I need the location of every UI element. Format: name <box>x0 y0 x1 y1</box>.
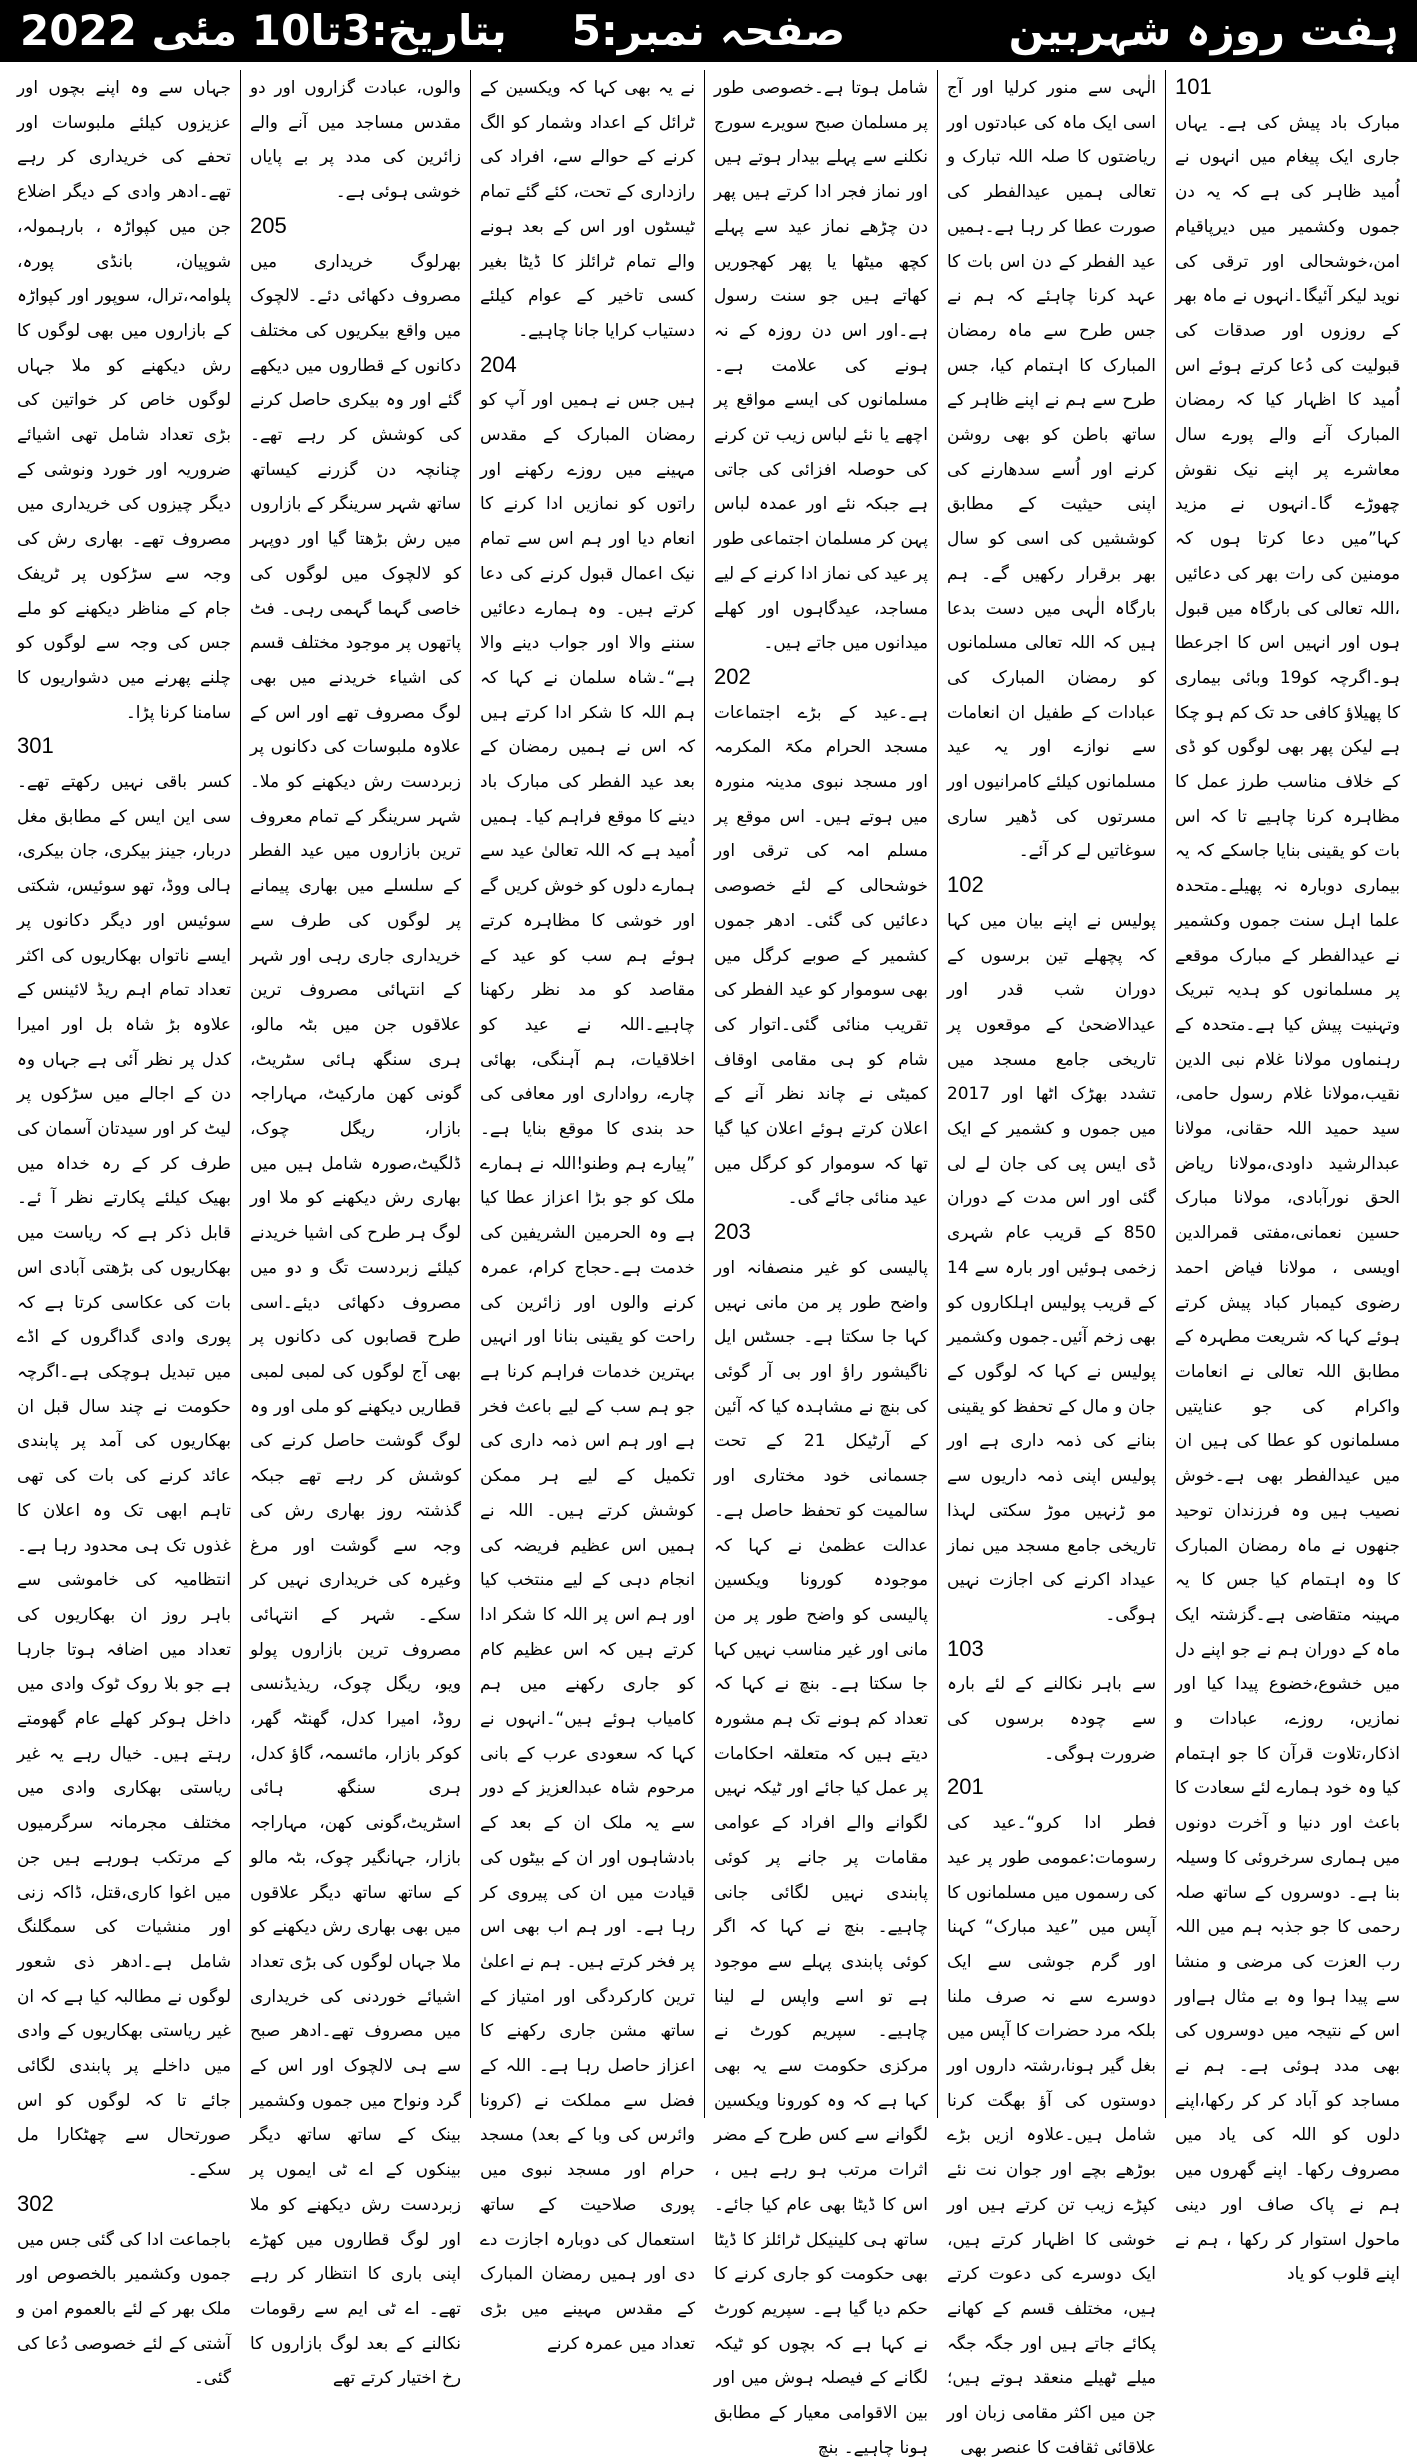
article-paragraph: کسر باقی نہیں رکھتے تھے۔سی این ایس کے مطابق مغل دربار، جینز بیکری، جان بیکری، ہالی ووڈ، تھو سوئیس، شکتی سوئیس اور دیگر دکانوں پر ایسے ناتواں بھکاریوں کی اکثر تعداد تمام اہم ریڈ لائینس کے علاوہ بڑ شاہ بل اور امیرا کدل پر نظر آئی ہے جہاں وہ دن کے اجالے میں سڑکوں پر لیٹ کر اور سیدتان آسمان کی طرف کر کے رہ خداہ میں بھیک کیلئے پکارتے نظر آ ئے۔قابل ذکر ہے کہ ریاست میں بھکاریوں کی بڑھتی آبادی اس بات کی عکاسی کرتا ہے کہ پوری وادی گداگروں کے اڈے میں تبدیل ہوچکی ہے۔اگرچہ حکومت نے چند سال قبل ان بھکاریوں کی آمد پر پابندی عائد کرنے کی بات کی تھی تاہم ابھی تک وہ اعلان کا غذوں تک ہی محدود رہا ہے۔انتظامیہ کی خاموشی سے باہر روز ان بھکاریوں کی تعداد میں اضافہ ہوتا جارہا ہے جو بلا روک ٹوک وادی میں داخل ہوکر کھلے عام گھومتے رہتے ہیں۔ خیال رہے یہ غیر ریاستی بھکاری وادی میں مختلف مجرمانہ سرگرمیوں کے مرتکب ہورہے ہیں جن میں اغوا کاری،قتل، ڈاکہ زنی اور منشیات کی سمگلنگ شامل ہے۔ادھر ذی شعور لوگوں نے مطالبہ کیا ہے کہ ان غیر ریاستی بھکاریوں کے وادی میں داخلے پر پابندی لگائی جائے تا کہ لوگوں کو اس صورتحال سے چھٹکارا مل سکے۔ <box>17 771 231 2180</box>
newspaper-name: ہفت روزہ شہربین <box>1008 6 1399 55</box>
column-1 <box>1166 70 1409 2284</box>
article-paragraph: فطر ادا کرو“۔عید کی رسومات:عمومی طور پر عید کی رسموں میں مسلمانوں کا آپس میں ”عید مبارک“ کہنا اور گرم جوشی سے ایک دوسرے سے نہ صرف ملنا بلکہ مرد حضرات کا آپس میں بغل گیر ہونا،رشتہ داروں اور دوستوں کی آؤ بھگت کرنا شامل ہیں۔علاوہ ازیں بڑے بوڑھے بچے اور جوان نت نئے کپڑے زیب تن کرتے ہیں اور خوشی کا اظہار کرتے ہیں، ایک دوسرے کی دعوت کرتے ہیں، مختلف قسم کے کھانے پکائے جاتے ہیں اور جگہ جگہ میلے ٹھیلے منعقد ہوتے ہیں؛ جن میں اکثر مقامی زبان اور علاقائی ثقافت کا عنصر بھی <box>947 1812 1156 2457</box>
section-number: 203 <box>714 1219 751 1245</box>
section-number: 302 <box>17 2190 54 2216</box>
section-number: 202 <box>714 663 751 689</box>
article-paragraph: والوں، عبادت گزاروں اور دو مقدس مساجد میں آنے والے زائرین کی مدد پر بے پایاں خوشی ہوئی ہے۔ <box>250 77 461 202</box>
page-number-label: صفحہ نمبر:5 <box>571 6 846 55</box>
column-5 <box>241 70 471 2388</box>
section-number: 102 <box>947 872 984 898</box>
section-number: 101 <box>1175 74 1212 99</box>
article-paragraph: بھرلوگ خریداری میں مصروف دکھائی دئے۔ لالچوک میں واقع بیکریوں کی مختلف دکانوں کے قطاروں میں دیکھے گئے اور وہ بیکری حاصل کرنے کی کوشش کر رہے تھے۔ چنانچہ دن گزرنے کیساتھ ساتھ شہر سرینگر کے بازاروں میں رش بڑھتا گیا اور دوپہر کو لالچوک میں لوگوں کی خاصی گہما گہمی رہی۔ فٹ پاتھوں پر موجود مختلف قسم کی اشیاء خریدنے میں بھی لوگ مصروف تھے اور اس کے علاوہ ملبوسات کی دکانوں پر زبردست رش دیکھنے کو ملا۔شہر سرینگر کے تمام معروف ترین بازاروں میں عید الفطر کے سلسلے میں بھاری پیمانے پر لوگوں کی طرف سے خریداری جاری رہی اور شہر کے انتہائی مصروف ترین علاقوں جن میں بٹہ مالو، ہری سنگھ ہائی سٹریٹ، گونی کھن مارکیٹ، مہاراجہ بازار، ریگل چوک، ڈلگیٹ،صورہ شامل ہیں میں بھاری رش دیکھنے کو ملا اور لوگ ہر طرح کی اشیا خریدنے کیلئے زبردست تگ و دو میں مصروف دکھائی دیئے۔اسی طرح قصابوں کی دکانوں پر بھی آج لوگوں کی لمبی لمبی قطاریں دیکھنے کو ملی اور وہ لوگ گوشت حاصل کرنے کی کوشش کر رہے تھے جبکہ گذشتہ روز بھاری رش کی وجہ سے گوشت اور مرغ وغیرہ کی خریداری نہیں کر سکے۔ شہر کے انتہائی مصروف ترین بازاروں پولو ویو، ریگل چوک، ریذیڈنسی روڈ، امیرا کدل، گھنٹہ گھر، کوکر بازار، مائسمہ، گاؤ کدل، ہری سنگھ ہائی اسٹریٹ،گونی کھن، مہاراجہ بازار، جہانگیر چوک، بٹہ مالو کے ساتھ ساتھ دیگر علاقوں میں بھی بھاری رش دیکھنے کو ملا جہاں لوگوں کی بڑی تعداد اشیائے خوردنی کی خریداری میں مصروف تھے۔ادھر صبح سے ہی لالچوک اور اس کے گرد ونواح میں جموں وکشمیر بینک کے ساتھ ساتھ دیگر بینکوں کے اے ٹی ایموں پر زبردست رش دیکھنے کو ملا اور لوگ قطاروں میں کھڑے اپنی باری کا انتظار کر رہے تھے۔ اے ٹی ایم سے رقومات نکالنے کے بعد لوگ بازاروں کا رخ اختیار کرتے تھے <box>250 250 461 2388</box>
article-paragraph: پالیسی کو غیر منصفانہ اور واضح طور پر من مانی نہیں کہا جا سکتا ہے۔ جسٹس ایل ناگیشور راؤ اور بی آر گوئی کی بنچ نے مشاہدہ کیا کہ آئین کے آرٹیکل 21 کے تحت جسمانی خود مختاری اور سالمیت کو تحفظ حاصل ہے۔عدالت عظمیٰ نے کہا کہ موجودہ کورونا ویکسین پالیسی کو واضح طور پر من مانی اور غیر مناسب نہیں کہا جا سکتا ہے۔ بنچ نے کہا کہ تعداد کم ہونے تک ہم مشورہ دیتے ہیں کہ متعلقہ احکامات پر عمل کیا جائے اور ٹیکہ نہیں لگوانے والے افراد کے عوامی مقامات پر جانے پر کوئی پابندی نہیں لگائی جانی چاہیے۔ بنچ نے کہا کہ اگر کوئی پابندی پہلے سے موجود ہے تو اسے واپس لے لینا چاہیے۔ سپریم کورٹ نے مرکزی حکومت سے یہ بھی کہا ہے کہ وہ کورونا ویکسین لگوانے سے کس طرح کے مضر اثرات مرتب ہو رہے ہیں ، اس کا ڈیٹا بھی عام کیا جائے۔ ساتھ ہی کلینیکل ٹرائلز کا ڈیٹا بھی حکومت کو جاری کرنے کا حکم دیا گیا ہے۔ سپریم کورٹ نے کہا ہے کہ بچوں کو ٹیکہ لگانے کے فیصلہ ہوش میں اور بین الاقوامی معیار کے مطابق ہونا چاہیے۔ بنچ <box>714 1256 928 2457</box>
article-paragraph: مبارک باد پیش کی ہے۔ یہاں جاری ایک پیغام میں انہوں نے اُمید ظاہر کی ہے کہ یہ دن جموں وکشمیر میں دیرپاقیام امن،خوشحالی اور ترقی کی نوید لیکر آئیگا۔انہوں نے ماہ بھر کے روزوں اور صدقات کی قبولیت کی دُعا کرتے ہوئے اس اُمید کا اظہار کیا کہ رمضان المبارک آنے والے پورے سال معاشرے پر اپنے نیک نقوش چھوڑے گا۔انہوں نے مزید کہا”میں دعا کرتا ہوں کہ مومنین کی رات بھر کی دعائیں ،اللہ تعالی کی بارگاہ میں قبول ہوں اور انہیں اس کا اجرعطا ہو۔اگرچہ کو19 وبائی بیماری کا پھیلاؤ کافی حد تک کم ہو چکا ہے لیکن پھر بھی لوگوں کو ڈی کے خلاف مناسب طرز عمل کا مظاہرہ کرنا چاہیے تا کہ اس بات کو یقینی بنایا جاسکے کہ یہ بیماری دوبارہ نہ پھیلے۔متحدہ علما اہل سنت جموں وکشمیر نے عیدالفطر کے مبارک موقعے پر مسلمانوں کو ہدیہ تبریک وتہنیت پیش کیا ہے۔متحدہ کے رہنماوں مولانا غلام نبی الدین نقیب،مولانا غلام رسول حامی، سید حمید اللہ حقانی، مولانا عبدالرشید داودی،مولانا ریاض الحق نورآبادی، مولانا مبارک حسین نعمانی،مفتی قمرالدین اویسی ، مولانا فیاض احمد رضوی کیمبار کباد پیش کرتے ہوئے کہا کہ شریعت مطہرہ کے مطابق اللہ تعالی نے انعامات واکرام کی جو عنایتیں مسلمانوں کو عطا کی ہیں ان میں عیدالفطر بھی ہے۔خوش نصیب ہیں وہ فرزندان توحید جنھوں نے ماہ رمضان المبارک کا وہ اہتمام کیا جس کا یہ مہینہ متقاضی ہے۔گزشتہ ایک ماہ کے دوران ہم نے جو اپنے دل میں خشوع،خضوع پیدا کیا اور نمازیں، روزے، عبادات و اذکار،تلاوت قرآن کا جو اہتمام کیا وہ خود ہمارے لئے سعادت کا باعث اور دنیا و آخرت دونوں میں ہماری سرخروئی کا وسیلہ بنا ہے۔ دوسروں کے ساتھ صلہ رحمی کا جو جذبہ ہم میں اللہ رب العزت کی مرضی و منشا سے پیدا ہوا وہ بے مثال ہےاور اس کے نتیجہ میں دوسروں کی بھی مدد ہوئی ہے۔ ہم نے مساجد کو آباد کر کر رکھا،اپنے دلوں کو اللہ کی یاد میں مصروف رکھا۔ اپنے گھروں میں ہم نے پاک صاف اور دینی ماحول استوار کر رکھا ، ہم نے اپنے قلوب کو یاد <box>1175 111 1400 2284</box>
section-number: 103 <box>947 1635 984 1661</box>
issue-date-label: بتاریخ:3تا10 مئی 2022 <box>20 6 507 55</box>
section-number: 205 <box>250 212 287 238</box>
masthead <box>0 0 1417 62</box>
article-paragraph: ہیں جس نے ہمیں اور آپ کو رمضان المبارک کے مقدس مہینے میں روزے رکھنے اور راتوں کو نمازیں ادا کرنے کا انعام دیا اور ہم اس سے تمام نیک اعمال قبول کرنے کی دعا کرتے ہیں۔ وہ ہمارے دعائیں سننے والا اور جواب دینے والا ہے“۔شاہ سلمان نے کہا کہ ہم اللہ کا شکر ادا کرتے ہیں کہ اس نے ہمیں رمضان کے بعد عید الفطر کی مبارک باد دینے کا موقع فراہم کیا۔ ہمیں اُمید ہے کہ اللہ تعالیٰ عید سے ہمارے دلوں کو خوش کریں گے اور خوشی کا مظاہرہ کرتے ہوئے ہم سب کو عید کے مقاصد کو مد نظر رکھنا چاہیے۔اللہ نے عید کو اخلاقیات، ہم آہنگی، بھائی چارے، رواداری اور معافی کی حد بندی کا موقع بنایا ہے۔ ”پیارے ہم وطنو!اللہ نے ہمارے ملک کو جو بڑا اعزاز عطا کیا ہے وہ الحرمین الشریفین کی خدمت ہے۔حجاج کرام، عمرہ کرنے والوں اور زائرین کی راحت کو یقینی بنانا اور انہیں بہترین خدمات فراہم کرنا ہے جو ہم سب کے لیے باعث فخر ہے اور ہم اس ذمہ داری کی تکمیل کے لیے ہر ممکن کوشش کرتے ہیں۔ اللہ نے ہمیں اس عظیم فریضہ کی انجام دہی کے لیے منتخب کیا اور ہم اس پر اللہ کا شکر ادا کرتے ہیں کہ اس عظیم کام کو جاری رکھنے میں ہم کامیاب ہوئے ہیں“۔انہوں نے کہا کہ سعودی عرب کے بانی مرحوم شاہ عبدالعزیز کے دور سے یہ ملک ان کے بعد کے بادشاہوں اور ان کے بیٹوں کی قیادت میں ان کی پیروی کر رہا ہے۔ اور ہم اب بھی اس پر فخر کرتے ہیں۔ ہم نے اعلیٰ ترین کارکردگی اور امتیاز کے ساتھ مشن جاری رکھنے کا اعزاز حاصل رہا ہے۔ اللہ کے فضل سے مملکت نے (کرونا وائرس کی وبا کے بعد) مسجد حرام اور مسجد نبوی میں پوری صلاحیت کے ساتھ استعمال کی دوبارہ اجازت دے دی اور ہمیں رمضان المبارک کے مقدس مہینے میں بڑی تعداد میں عمرہ کرنے <box>480 389 695 2353</box>
column-3 <box>705 70 938 2457</box>
section-number: 301 <box>17 733 54 759</box>
column-2 <box>938 70 1166 2457</box>
article-paragraph: پولیس نے اپنے بیان میں کہا کہ پچھلے تین برسوں کے دوران شب قدر اور عیدالاضحیٰ کے موقعوں پر تاریخی جامع مسجد میں تشدد بھڑک اٹھا اور 2017 میں جموں و کشمیر کے ایک ڈی ایس پی کی جان لے لی گئی اور اس مدت کے دوران 850 کے قریب عام شہری زخمی ہوئیں اور بارہ سے 14 کے قریب پولیس اہلکاروں کو بھی زخم آئیں۔جموں وکشمیر پولیس نے کہا کہ لوگوں کے جان و مال کے تحفظ کو یقینی بنانے کی ذمہ داری ہے اور پولیس اپنی ذمہ داریوں سے مو ڑنہیں موڑ سکتی لہذا تاریخی جامع مسجد میں نماز عیداد اکرنے کی اجازت نہیں ہوگی۔ <box>947 909 1156 1624</box>
article-paragraph: الٰہی سے منور کرلیا اور آج اسی ایک ماہ کی عبادتوں اور ریاضتوں کا صلہ اللہ تبارک و تعالی ہمیں عیدالفطر کی صورت عطا کر رہا ہے۔ہمیں عید الفطر کے دن اس بات کا عہد کرنا چاہئے کہ ہم نے جس طرح سے ماہ رمضان المبارک کا اہتمام کیا، جس طرح سے ہم نے اپنے ظاہر کے ساتھ باطن کو بھی روشن کرنے اور اُسے سدھارنے کی اپنی حیثیت کے مطابق کوششیں کی اسی کو سال بھر برقرار رکھیں گے۔ ہم بارگاہ الٰہی میں دست بدعا ہیں کہ اللہ تعالی مسلمانوں کو رمضان المبارک کی عبادات کے طفیل ان انعامات سے نوازے اور یہ عید مسلمانوں کیلئے کامرانیوں اور مسرتوں کی ڈھیر ساری سوغاتیں لے کر آئے۔ <box>947 77 1156 861</box>
article-columns <box>8 70 1409 2457</box>
article-paragraph: باجماعت ادا کی گئی جس میں جموں وکشمیر بالخصوص اور ملک بھر کے لئے بالعموم امن و آشتی کے لئے خصوصی دُعا کی گئی۔ <box>17 2228 231 2388</box>
article-paragraph: ہے۔عید کے بڑے اجتماعات مسجد الحرام مکۃ المکرمہ اور مسجد نبوی مدینہ منورہ میں ہوتے ہیں۔ اس موقع پر مسلم امہ کی ترقی اور خوشحالی کے لئے خصوصی دعائیں کی گئی۔ ادھر جموں کشمیر کے صوبے کرگل میں بھی سوموار کو عید الفطر کی تقریب منائی گئی۔اتوار کی شام کو ہی مقامی اوقاف کمیٹی نے چاند نظر آنے کے اعلان کرتے ہوئے اعلان کیا گیا تھا کہ سوموار کو کرگل میں عید منائی جائے گی۔ <box>714 701 928 1208</box>
column-6 <box>8 70 241 2388</box>
article-paragraph: نے یہ بھی کہا کہ ویکسین کے ٹرائل کے اعداد وشمار کو الگ کرنے کے حوالے سے، افراد کی رازداری کے تحت، کئے گئے تمام ٹیسٹوں اور اس کے بعد ہونے والے تمام ٹرائلز کا ڈیٹا بغیر کسی تاخیر کے عوام کیلئے دستیاب کرایا جانا چاہیے۔ <box>480 77 695 340</box>
article-paragraph: شامل ہوتا ہے۔خصوصی طور پر مسلمان صبح سویرے سورج نکلنے سے پہلے بیدار ہوتے ہیں اور نماز فجر ادا کرتے ہیں پھر دن چڑھے نماز عید سے پہلے کچھ میٹھا یا پھر کھجوریں کھاتے ہیں جو سنت رسول ہے۔اور اس دن روزہ کے نہ ہونے کی علامت ہے۔ مسلمانوں کی ایسے مواقع پر اچھے یا نئے لباس زیب تن کرنے کی حوصلہ افزائی کی جاتی ہے جبکہ نئے اور عمدہ لباس پہن کر مسلمان اجتماعی طور پر عید کی نماز ادا کرنے کے لیے مساجد، عیدگاہوں اور کھلے میدانوں میں جاتے ہیں۔ <box>714 77 928 653</box>
section-number: 204 <box>480 351 517 377</box>
section-number: 201 <box>947 1774 984 1800</box>
column-4 <box>471 70 705 2353</box>
article-paragraph: سے باہر نکالنے کے لئے بارہ سے چودہ برسوں کی ضرورت ہوگی۔ <box>947 1673 1156 1763</box>
article-paragraph: جہاں سے وہ اپنے بچوں اور عزیزوں کیلئے ملبوسات اور تحفے کی خریداری کر رہے تھے۔ادھر وادی کے دیگر اضلاع جن میں کپواڑہ ، بارہمولہ، شوپیان، بانڈی پورہ، پلوامہ،ترال، سوپور اور کپواڑہ کے بازاروں میں بھی لوگوں کا رش دیکھنے کو ملا جہاں لوگوں خاص کر خواتین کی بڑی تعداد شامل تھی اشیائے ضروریہ اور خورد ونوشی کے دیگر چیزوں کی خریداری میں مصروف تھے۔ بھاری رش کی وجہ سے سڑکوں پر ٹریفک جام کے مناظر دیکھنے کو ملے جس کی وجہ سے لوگوں کو چلنے پھرنے میں دشواریوں کا سامنا کرنا پڑا۔ <box>17 77 231 722</box>
